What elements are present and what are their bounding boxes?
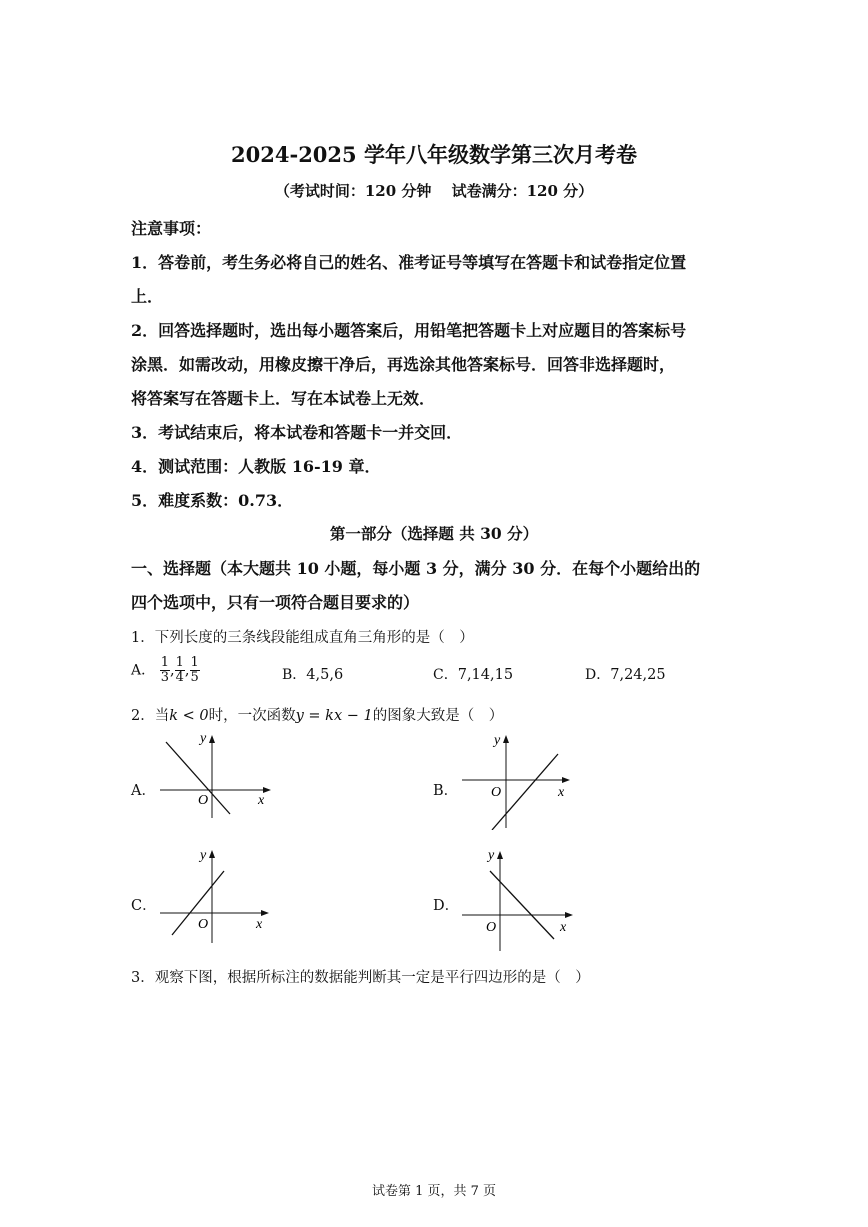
note-line: 上． <box>131 287 164 306</box>
q2-graph-d <box>458 845 583 955</box>
q2-graph-c <box>160 845 280 945</box>
q2-option-a-label: A． <box>131 783 156 799</box>
q2-graph-b <box>458 730 578 830</box>
svg-text:y: y <box>494 733 501 748</box>
q2-option-c-label: C． <box>131 898 157 914</box>
q1-option-a: A． $\frac{1}{3}$ , $\frac{1}{4}$ , $\frac{1}{5}$ <box>131 655 199 685</box>
svg-text:y: y <box>200 731 207 746</box>
svg-text:x: x <box>560 920 567 935</box>
note-line: 4．测试范围：人教版 16-19 章． <box>131 457 381 476</box>
notes-heading: 注意事项： <box>131 219 212 238</box>
section-heading-line1: 一、选择题（本大题共 10 小题，每小题 3 分，满分 30 分．在每个小题给出的 <box>131 559 701 578</box>
q2-function: y = kx − 1 <box>295 708 373 724</box>
q1-option-c: C．7,14,15 <box>433 667 514 683</box>
q1-option-b-text: 4,5,6 <box>306 667 344 683</box>
section-heading-line2: 四个选项中，只有一项符合题目要求的） <box>131 593 420 612</box>
q1-option-b: B．4,5,6 <box>282 667 344 683</box>
q1-option-d-text: 7,24,25 <box>610 667 666 683</box>
note-line: 涂黑．如需改动，用橡皮擦干净后，再选涂其他答案标号．回答非选择题时， <box>131 355 676 374</box>
q1-option-a-label: A． <box>131 662 156 679</box>
q1-stem: 1．下列长度的三条线段能组成直角三角形的是（ ） <box>131 630 474 646</box>
fraction: $\frac{1}{4}$ <box>175 655 184 685</box>
note-line: 3．考试结束后，将本试卷和答题卡一并交回． <box>131 423 463 442</box>
fraction: $\frac{1}{3}$ <box>160 655 170 685</box>
q1-option-c-text: 7,14,15 <box>457 667 514 683</box>
svg-text:O: O <box>198 917 209 932</box>
svg-text:O: O <box>486 920 497 935</box>
svg-text:y: y <box>488 848 495 863</box>
q2-graph-a <box>160 730 280 820</box>
svg-text:x: x <box>558 785 565 800</box>
q2-option-d-label: D． <box>433 898 460 914</box>
q3-stem: 3．观察下图，根据所标注的数据能判断其一定是平行四边形的是（ ） <box>131 970 590 986</box>
svg-text:x: x <box>256 917 263 932</box>
q2-condition: k < 0 <box>169 708 209 724</box>
q2-stem: 2．当k < 0时，一次函数y = kx − 1的图象大致是（ ） <box>131 708 504 724</box>
svg-text:x: x <box>258 793 265 808</box>
note-line: 1．答卷前，考生务必将自己的姓名、准考证号等填写在答题卡和试卷指定位置 <box>131 253 687 272</box>
svg-text:y: y <box>200 848 207 863</box>
q2-option-b-label: B． <box>433 783 459 799</box>
svg-text:O: O <box>198 793 209 808</box>
note-line: 5．难度系数：0.73． <box>131 491 294 510</box>
exam-title: 2024-2025 学年八年级数学第三次月考卷 <box>231 142 637 167</box>
exam-subtitle: （考试时间：120 分钟 试卷满分：120 分） <box>274 182 594 200</box>
svg-text:O: O <box>491 785 502 800</box>
note-line: 将答案写在答题卡上．写在本试卷上无效． <box>131 389 436 408</box>
page-footer: 试卷第 1 页，共 7 页 <box>371 1184 497 1199</box>
q1-option-d: D．7,24,25 <box>585 667 666 683</box>
fraction: $\frac{1}{5}$ <box>190 655 199 685</box>
note-line: 2．回答选择题时，选出每小题答案后，用铅笔把答题卡上对应题目的答案标号 <box>131 321 687 340</box>
section-title: 第一部分（选择题 共 30 分） <box>329 524 539 543</box>
